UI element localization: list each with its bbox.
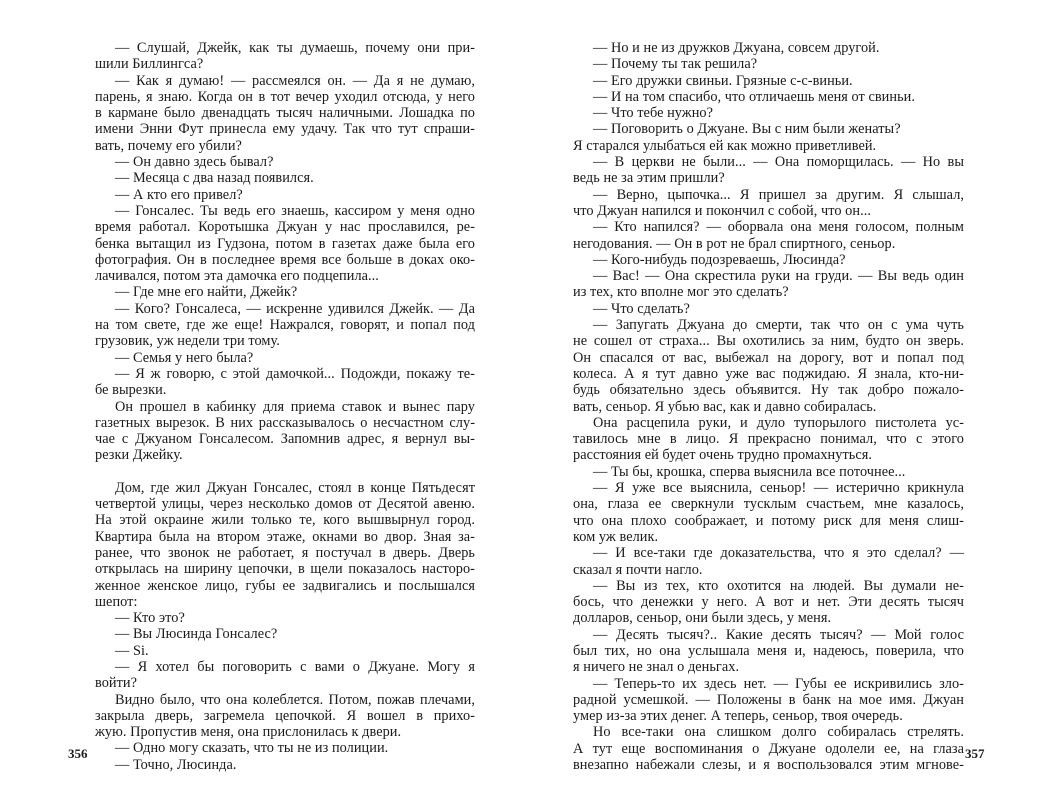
text-line: — Слушай, Джейк, как ты думаешь, почему они при- xyxy=(115,40,475,56)
text-line: фотография. Он в последнее время все больше в доках око- xyxy=(95,251,475,268)
text-line: — Что сделать? xyxy=(593,300,690,317)
text-line: время работал. Коротышка Джуан у нас прославился, ре- xyxy=(95,219,475,236)
text-line: на том свете, где же еще! Нажрался, говорят, и попал под xyxy=(95,317,475,334)
text-line: бенка вытащил из Гудзона, потом в газетах даже была его xyxy=(95,235,475,252)
text-line: На этой окраине жили только те, кого вышвырнул город. xyxy=(95,512,475,529)
text-line: жую. Пропустив меня, она прислонилась к двери. xyxy=(95,724,402,741)
text-line: — Одно могу сказать, что ты не из полиции. xyxy=(115,740,389,757)
text-line: закрыла дверь, загремела цепочкой. Я вошел в прихо- xyxy=(95,707,475,724)
text-line: парень, я знаю. Когда он в тот вечер уходил отсюда, у него xyxy=(95,88,475,105)
text-line: Она расцепила руки, и дуло тупорылого пистолета ус- xyxy=(593,414,964,431)
text-line: сказал я почти нагло. xyxy=(573,561,703,578)
text-line: — Верно, цыпочка... Я пришел за другим. Я слышал, xyxy=(593,186,964,203)
right-page xyxy=(525,0,1051,800)
text-line: имени Энни Фут принесла ему удачу. Так что тут спраши- xyxy=(95,121,475,138)
text-line: Я старался улыбаться ей как можно приветливей. xyxy=(573,137,877,154)
text-line: — Семья у него была? xyxy=(115,349,254,366)
text-line: бось, что денежки у него. А вот и нет. Эти десять тысяч xyxy=(573,594,964,611)
text-line: ком уж велик. xyxy=(573,528,659,545)
text-line: будь обязательно здесь объявится. Ну так добро пожало- xyxy=(573,382,964,399)
text-line: — Вас! — Она скрестила руки на груди. — Вы ведь один xyxy=(593,268,964,285)
text-line: — Вы Люсинда Гонсалес? xyxy=(115,626,278,643)
text-line: Но все-таки она слишком долго собиралась стрелять. xyxy=(593,724,964,741)
text-line: — Месяца с два назад появился. xyxy=(115,170,314,187)
text-line: четвертой улицы, через несколько домов от Десятой авеню. xyxy=(95,496,475,513)
text-line: — А кто его привел? xyxy=(115,186,243,203)
text-line: ранее, что звонок не работает, я постучал в дверь. Дверь xyxy=(95,544,475,561)
text-line: — Si. xyxy=(115,642,149,659)
text-line: что она плохо соображает, и потому риск для меня слиш- xyxy=(573,512,964,529)
text-line: — Он давно здесь бывал? xyxy=(115,154,274,171)
text-line: — Кого-нибудь подозреваешь, Люсинда? xyxy=(593,251,846,268)
text-line: вать, сеньор. Я убью вас, как и давно собиралась. xyxy=(573,398,877,415)
left-text-column xyxy=(95,40,475,773)
text-line: бе вырезки. xyxy=(95,382,167,399)
text-line: чае с Джуаном Гонсалесом. Запомнив адрес, я вернул вы- xyxy=(95,431,475,448)
text-line: — Поговорить о Джуане. Вы с ним были женаты? xyxy=(593,121,901,138)
text-line: — Вы из тех, кто охотится на людей. Вы думали не- xyxy=(593,577,964,594)
text-line: — Его дружки свиньи. Грязные с-с-виньи. xyxy=(593,72,853,89)
text-line: тавилось мне в лицо. Я прекрасно понимал, что с этого xyxy=(573,431,964,448)
text-line: — И на том спасибо, что отличаешь меня от свиньи. xyxy=(593,88,915,105)
right-text-column xyxy=(573,40,964,773)
text-line: — Как я думаю! — рассмеялся он. — Да я не думаю, xyxy=(115,72,475,89)
text-line: шили Биллингса? xyxy=(95,56,204,73)
text-line: умер из-за этих денег. А теперь, сеньор, твоя очередь. xyxy=(573,708,903,725)
text-line: — Почему ты так решила? xyxy=(593,56,758,73)
text-line: — Десять тысяч?.. Какие десять тысяч? — Мой голос xyxy=(593,626,964,643)
text-line: войти? xyxy=(95,675,137,692)
text-line: газетных вырезок. В них рассказывалось о несчастном слу- xyxy=(95,414,475,431)
text-line: — Гонсалес. Ты ведь его знаешь, кассиром у меня одно xyxy=(115,202,475,219)
text-line: негодования. — Он в рот не брал спиртного, сеньор. xyxy=(573,235,896,252)
text-line: — Где мне его найти, Джейк? xyxy=(115,284,298,301)
text-line: — Кто напился? — оборвала она меня голосом, полным xyxy=(593,219,964,236)
text-line: что Джуан напился и покончил с собой, что он... xyxy=(573,202,871,219)
text-line: резки Джейку. xyxy=(95,447,183,464)
text-line: — В церкви не были... — Она поморщилась. — Но вы xyxy=(593,154,964,171)
text-line: Он спасался от вас, выбежал на дорогу, вот и попал под xyxy=(573,349,964,366)
text-line: Он прошел в кабинку для приема ставок и вынес пару xyxy=(115,398,475,415)
text-line: грузовик, уж недели три тому. xyxy=(95,333,280,350)
text-line: — Но и не из дружков Джуана, совсем другой. xyxy=(593,40,880,56)
text-line: — Кто это? xyxy=(115,610,185,627)
text-line: — Ты бы, крошка, сперва выяснила все поточнее... xyxy=(593,463,906,480)
text-line: — Точно, Люсинда. xyxy=(115,756,237,773)
page-number: 356 xyxy=(68,746,88,761)
text-line: А тут еще воспоминания о Джуане одолели ее, на глаза xyxy=(573,740,964,757)
text-line: — Я уже все выяснила, сеньор! — истерично крикнула xyxy=(593,480,964,497)
text-line: шепот: xyxy=(95,593,138,610)
text-line: — Запугать Джуана до смерти, так что он с ума чуть xyxy=(593,317,964,334)
text-line: — Я хотел бы поговорить с вами о Джуане. Могу я xyxy=(115,658,475,675)
text-line: открылась на ширину цепочки, в щели показалось насторо- xyxy=(95,561,475,578)
text-line: вать, почему его убили? xyxy=(95,137,242,154)
text-line: лачивался, потом эта дамочка его подцепила... xyxy=(95,268,379,285)
text-line: — И все-таки где доказательства, что я это сделал? — xyxy=(593,545,964,562)
text-line: — Теперь-то их здесь нет. — Губы ее искривились зло- xyxy=(593,675,964,692)
text-line: Видно было, что она колеблется. Потом, пожав плечами, xyxy=(115,691,475,708)
text-line: женное женское лицо, губы ее задвигались и послышался xyxy=(95,577,475,594)
text-line: колеса. А я тут давно уже вас поджидаю. Я знала, кто-ни- xyxy=(573,365,964,382)
text-line: Дом, где жил Джуан Гонсалес, стоял в конце Пятьдесят xyxy=(115,479,475,496)
text-line: — Что тебе нужно? xyxy=(593,105,714,122)
text-line: — Я ж говорю, с этой дамочкой... Подожди, покажу те- xyxy=(115,365,475,382)
text-line: расстояния ей будет очень трудно промахнуться. xyxy=(573,447,872,464)
left-page xyxy=(0,0,525,800)
text-line: из тех, кто вполне мог это сделать? xyxy=(573,284,789,301)
text-line: она, глаза ее сверкнули тусклым счастьем, мне казалось, xyxy=(573,496,964,513)
text-line: не сошел от страха... Вы охотились за ним, будто он зверь. xyxy=(573,333,964,350)
text-line: внезапно набежали слезы, и я воспользовался этим мгнове- xyxy=(573,757,964,774)
text-line: радной усмешкой. — Положены в банк на мое имя. Джуан xyxy=(573,691,964,708)
text-line: был тих, но она услышала меня и, надеюсь, поверила, что xyxy=(573,642,964,659)
text-line: я ничего не знал о деньгах. xyxy=(573,659,740,676)
text-line: долларов, сеньор, они были здесь, у меня. xyxy=(573,610,832,627)
page-number: 357 xyxy=(965,746,985,761)
text-line: ведь не за этим пришли? xyxy=(573,170,725,187)
text-line: Квартира была на втором этаже, окнами во двор. Зная за- xyxy=(95,528,475,545)
text-line: — Кого? Гонсалеса, — искренне удивился Джейк. — Да xyxy=(115,300,475,317)
text-line: в кармане было двенадцать тысяч наличными. Лошадка по xyxy=(95,105,475,122)
